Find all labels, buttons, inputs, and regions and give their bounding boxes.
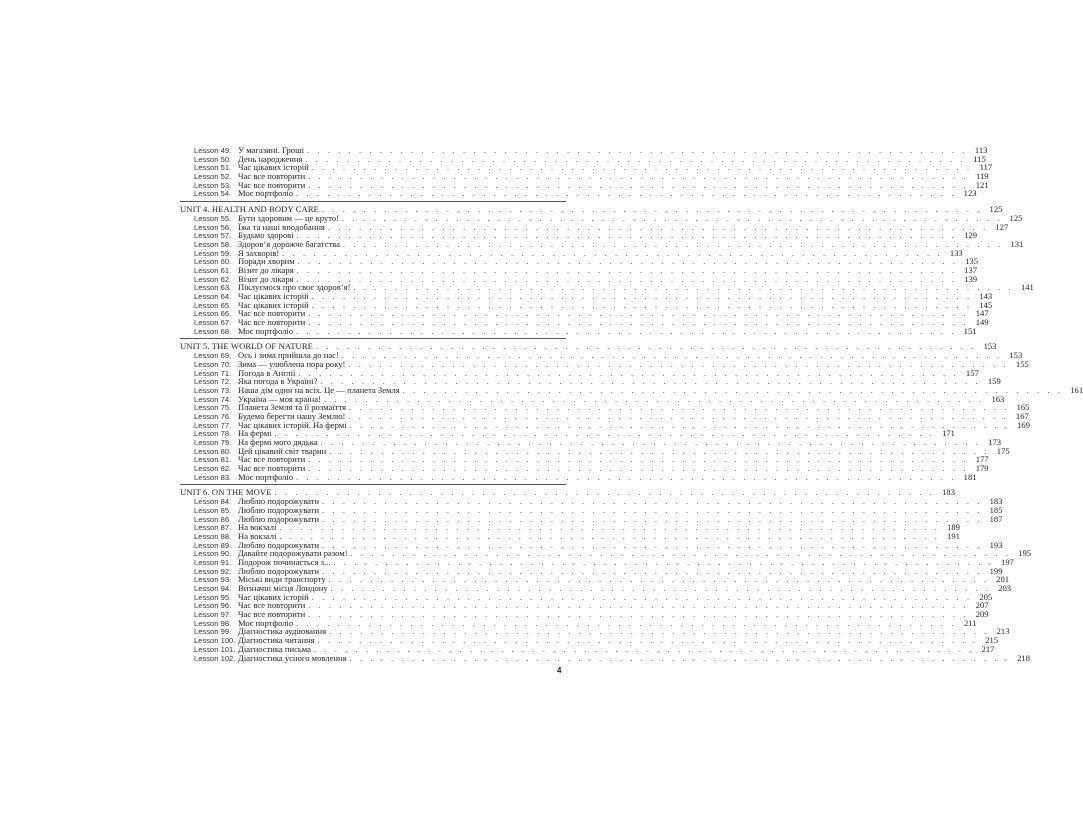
dot-leader: . . . . . . . . . . . . . . . . . . . . . . . . . . . . . . . . . . . . . . . . . . . . . . . . . . . . . . . . . . . . . . . . (308, 309, 969, 319)
dot-leader: . . . . . . . . . . . . . . . . . . . . . . . . . . . . . . . . . . . . . . . . . . . . . . . . . . . . . . . . . . . . . . . . (322, 505, 983, 515)
lesson-title: Люблю подорожувати (238, 496, 320, 507)
dot-leader: . . . . . . . . . . . . . . . . . . . . . . . . . . . . . . . . . . . . . . . . . . . . . . . . . . . . . . . . . . . . . . . . (349, 403, 1010, 413)
lesson-title: Діагностика аудіювання (238, 626, 327, 637)
lesson-number: Lesson 79. (194, 438, 232, 447)
dot-leader: . . . . . . . . . . . . . . . . . . . . . . . . . . . . . . . . . . . . . . . . . . . . . . . . . . . . . . . . . . . . . . . . (330, 584, 992, 593)
lesson-title: Подорож починається з... (238, 556, 331, 567)
page-ref: 167 (1015, 410, 1029, 421)
dot-leader: . . . . . . . . . . . . . . . . . . . . . . . . . . . . . . . . . . . . . . . . . . . . . . . . . . . . . . . . . . . . . . . . (322, 566, 983, 576)
page-ref: 199 (989, 565, 1003, 576)
lesson-title: Час цікавих історій (238, 291, 309, 301)
lesson-title: Час цікавих історій (238, 299, 309, 310)
page-ref: 131 (1010, 238, 1024, 249)
lesson-number: Lesson 94. (194, 584, 232, 593)
lesson-title: На вокзалі (238, 522, 277, 533)
lesson-number: Lesson 50. (194, 154, 232, 164)
toc-section (180, 145, 993, 199)
dot-leader: . . . . . . . . . . . . . . . . . . . . . . . . . . . . . . . . . . . . . . . . . . . . . . . . . . . . . . . . . . . . . . . . (298, 368, 959, 378)
lesson-number: Lesson 73. (194, 385, 232, 395)
page-ref: 157 (965, 367, 979, 378)
lesson-number: Lesson 77. (194, 420, 232, 430)
dot-leader: . . . . . . . . . . . . . . . . . . . . . . . . . . . . . . . . . . . . . . . . . . . . . . . . . . . . . . . . . . . . . . . . (296, 265, 958, 275)
lesson-number: Lesson 70. (194, 359, 232, 369)
lesson-number: Lesson 57. (194, 231, 232, 241)
page-ref: 147 (975, 308, 989, 319)
toc-section (180, 201, 1034, 336)
lesson-title: Україна — моя країна! (238, 393, 321, 404)
page-ref: 195 (1018, 548, 1032, 559)
page-ref: 143 (979, 291, 993, 301)
lesson-title: Люблю подорожувати (238, 513, 320, 524)
lesson-title: Час все повторити (238, 171, 306, 182)
dot-leader: . . . . . . . . . . . . . . . . . . . . . . . . . . . . . . . . . . . . . . . . . . . . . . . . . . . . . . . . . . . . . . . . (308, 464, 969, 474)
lesson-number: Lesson 60. (194, 257, 232, 267)
lesson-number: Lesson 56. (194, 222, 232, 232)
lesson-title: Час цікавих історій (238, 162, 309, 173)
page-ref: 135 (965, 256, 979, 267)
page-ref: 115 (973, 153, 986, 164)
dot-leader: . . . . . . . . . . . . . . . . . . . . . . . . . . . . . . . . . . . . . . . . . . . . . . . . . . . . . . . . . . . . . . . . (274, 488, 935, 498)
dot-leader: . . . . . . . . . . . . . . . . . . . . . . . . . . . . . . . . . . . . . . . . . . . . . . . . . . . . . . . . . . . . . . . . (311, 292, 973, 301)
lesson-number: Lesson 98. (194, 618, 232, 628)
lesson-title: Будемо берегти нашу Землю! (238, 410, 346, 421)
lesson-title: Моє портфоліо (238, 188, 294, 199)
page-ref: 205 (979, 591, 993, 602)
dot-leader: . . . . . . . . . . . . . . . . . . . . . . . . . . . . . . . . . . . . . . . . . . . . . . . . . . . . . . . . . . . . . . . . (328, 575, 990, 585)
lesson-row (180, 188, 977, 199)
dot-leader: . . . . . . . . . . . . . . . . . . . . . . . . . . . . . . . . . . . . . . . . . . . . . . . . . . . . . . . . . . . . . . . . (341, 351, 1003, 361)
page-ref: 137 (964, 264, 978, 275)
dot-leader: . . . . . . . . . . . . . . . . . . . . . . . . . . . . . . . . . . . . . . . . . . . . . . . . . . . . . . . . . . . . . . . . (327, 222, 989, 232)
dot-leader: . . . . . . . . . . . . . . . . . . . . . . . . . . . . . . . . . . . . . . . . . . . . . . . . . . . . . . . . . . . . . . . . (308, 455, 969, 465)
dot-leader: . . . . . . . . . . . . . . . . . . . . . . . . . . . . . . . . . . . . . . . . . . . . . . . . . . . . . . . . . . . . . . . . (311, 300, 973, 310)
page-ref: 113 (974, 145, 988, 155)
page-ref: 193 (989, 539, 1003, 550)
dot-leader: . . . . . . . . . . . . . . . . . . . . . . . . . . . . . . . . . . . . . . . . . . . . . . . . . . . . . . . . . . . . . . . . (279, 523, 940, 533)
dot-leader: . . . . . . . . . . . . . . . . . . . . . . . . . . . . . . . . . . . . . . . . . . . . . . . . . . . . . . . . . . . . . . . . (322, 497, 983, 507)
lesson-title: Люблю подорожувати (238, 504, 320, 515)
dot-leader: . . . . . . . . . . . . . . . . . . . . . . . . . . . . . . . . . . . . . . . . . . . . . . . . . . . . . . . . . . . . . . . . (329, 627, 990, 637)
dot-leader: . . . . . . . . . . . . . . . . . . . . . . . . . . . . . . . . . . . . . . . . . . . . . . . . . . . . . . . . . . . . . . . . (333, 557, 994, 567)
lesson-number: Lesson 81. (194, 455, 232, 465)
lesson-number: Lesson 75. (194, 403, 232, 413)
lesson-number: Lesson 80. (194, 446, 232, 456)
toc-section (180, 484, 1032, 663)
dot-leader: . . . . . . . . . . . . . . . . . . . . . . . . . . . . . . . . . . . . . . . . . . . . . . . . . . . . . . . . . . . . . . . . (308, 318, 969, 328)
dot-leader: . . . . . . . . . . . . . . . . . . . . . . . . . . . . . . . . . . . . . . . . . . . . . . . . . . . . . . . . . . . . . . . . (307, 146, 968, 155)
lesson-number: Lesson 95. (194, 592, 232, 602)
lesson-title: Візит до лікаря (238, 273, 294, 284)
lesson-number: Lesson 90. (194, 549, 232, 559)
lesson-number: Lesson 71. (194, 368, 232, 378)
page-ref: 125 (1009, 212, 1023, 223)
dot-leader: . . . . . . . . . . . . . . . . . . . . . . . . . . . . . . . . . . . . . . . . . . . . . . . . . . . . . . . . . . . . . . . . (279, 531, 940, 541)
lesson-title: Будьмо здорові (238, 230, 294, 241)
page-ref: 129 (964, 230, 978, 241)
lesson-number: Lesson 84. (194, 497, 232, 507)
page-ref: 159 (987, 376, 1001, 387)
lesson-number: Lesson 62. (194, 274, 232, 284)
dot-leader: . . . . . . . . . . . . . . . . . . . . . . . . . . . . . . . . . . . . . . . . . . . . . . . . . . . . . . . . . . . . . . . . (314, 644, 975, 654)
dot-leader: . . . . . . . . . . . . . . . . . . . . . . . . . . . . . . . . . . . . . . . . . . . . . . . . . . . . . . . . . . . . . . . . (297, 257, 959, 267)
table-of-contents (180, 145, 1083, 663)
page-ref: 213 (996, 626, 1010, 637)
lesson-number: Lesson 83. (194, 472, 232, 482)
dot-leader: . . . . . . . . . . . . . . . . . . . . . . . . . . . . . . . . . . . . . . . . . . . . . . . . . . . . . . . . . . . . . . . . (308, 601, 969, 611)
page-ref: 215 (985, 635, 999, 646)
lesson-number: Lesson 88. (194, 531, 232, 541)
lesson-number: Lesson 69. (194, 351, 232, 361)
lesson-title: На фермі мого дядька (238, 437, 318, 447)
dot-leader: . . . . . . . . . . . . . . . . . . . . . . . . . . . . . . . . . . . . . . . . . . . . . . . . . . . . . . . . . . . . . . . . (308, 180, 969, 190)
lesson-title: Планета Земля та її розмаїття (238, 402, 347, 413)
dot-leader: . . . . . . . . . . . . . . . . . . . . . . . . . . . . . . . . . . . . . . . . . . . . . . . . . . . . . . . . . . . . . . . . (296, 189, 957, 199)
lesson-title: Діагностика читання (238, 635, 315, 646)
page-ref: 155 (1015, 358, 1029, 369)
lesson-title: Час все повторити (238, 179, 306, 190)
page-ref: 123 (963, 188, 977, 199)
lesson-number: Lesson 74. (194, 394, 232, 404)
toc-section (180, 338, 1083, 482)
lesson-title: Час все повторити (238, 308, 306, 319)
page-ref: 171 (942, 428, 955, 439)
page-ref: 201 (996, 574, 1010, 585)
lesson-title: День народження (238, 153, 303, 164)
lesson-number: Lesson 64. (194, 292, 232, 301)
lesson-number: Lesson 72. (194, 377, 232, 387)
lesson-title: Давайте подорожувати разом! (238, 548, 348, 559)
page-ref: 139 (964, 273, 978, 284)
lesson-title: Візит до лікаря (238, 264, 294, 275)
lesson-title: Бути здоровим — це круто! (238, 212, 340, 223)
lesson-number: Lesson 102. (194, 653, 236, 663)
dot-leader: . . . . . . . . . . . . . . . . . . . . . . . . . . . . . . . . . . . . . . . . . . . . . . . . . . . . . . . . . . . . . . . . (296, 326, 957, 336)
lesson-title: Їжа та наші вподобання (238, 221, 325, 232)
lesson-number: Lesson 55. (194, 213, 232, 223)
dot-leader: . . . . . . . . . . . . . . . . . . . . . . . . . . . . . . . . . . . . . . . . . . . . . . . . . . . . . . . . . . . . . . . . (308, 172, 969, 182)
lesson-title: Ось і зима прийшла до нас! (238, 350, 339, 361)
page-ref: 161 (1070, 384, 1083, 395)
page-ref: 183 (942, 487, 955, 498)
lesson-title: Люблю подорожувати (238, 539, 320, 550)
lesson-title: Час все повторити (238, 463, 306, 474)
lesson-number: Lesson 63. (194, 283, 232, 293)
lesson-number: Lesson 85. (194, 505, 232, 515)
lesson-title: Моє портфоліо (238, 325, 294, 336)
lesson-title: Поради хворим (238, 256, 295, 267)
lesson-number: Lesson 91. (194, 557, 232, 567)
dot-leader: . . . . . . . . . . . . . . . . . . . . . . . . . . . . . . . . . . . . . . . . . . . . . . . . . . . . . . . . . . . . . . . . (296, 274, 958, 284)
lesson-number: Lesson 96. (194, 601, 232, 611)
lesson-title: Час все повторити (238, 609, 306, 620)
lesson-title: Я захворів! (238, 247, 280, 258)
lesson-number: Lesson 67. (194, 318, 232, 328)
lesson-title: Міські види транспорту (238, 574, 326, 585)
page-ref: 127 (995, 221, 1009, 232)
page-ref: 211 (963, 617, 977, 628)
page-ref: 141 (1020, 282, 1034, 293)
lesson-title: На фермі (238, 428, 272, 439)
page-ref: 209 (975, 609, 989, 620)
page-ref: 183 (989, 496, 1003, 507)
lesson-title: Люблю подорожувати (238, 565, 320, 576)
lesson-number: Lesson 58. (194, 239, 232, 249)
page-ref: 133 (949, 247, 963, 258)
page-ref: 125 (989, 204, 1003, 215)
page-ref: 175 (996, 445, 1010, 456)
dot-leader: . . . . . . . . . . . . . . . . . . . . . . . . . . . . . . . . . . . . . . . . . . . . . . . . . . . . . . . . . . . . . . . . (282, 248, 943, 258)
lesson-title: Моє портфоліо (238, 617, 294, 628)
lesson-number: Lesson 51. (194, 163, 232, 173)
lesson-number: Lesson 86. (194, 514, 232, 524)
dot-leader: . . . . . . . . . . . . . . . . . . . . . . . . . . . . . . . . . . . . . . . . . . . . . . . . . . . . . . . . . . . . . . . . (296, 618, 957, 628)
lesson-title: Діагностика письма (238, 643, 312, 654)
lesson-title: Час все повторити (238, 317, 306, 328)
lesson-number: Lesson 97. (194, 610, 232, 620)
page-ref: 153 (983, 341, 997, 352)
lesson-row (180, 325, 977, 336)
page-ref: 153 (1009, 350, 1023, 361)
lesson-number: Lesson 99. (194, 627, 232, 637)
lesson-title: Яка погода в Україні? (238, 376, 318, 387)
lesson-number: Lesson 87. (194, 523, 232, 533)
dot-leader: . . . . . . . . . . . . . . . . . . . . . . . . . . . . . . . . . . . . . . . . . . . . . . . . . . . . . . . . . . . . . . . . (402, 385, 1064, 395)
lesson-number: Lesson 101. (194, 644, 236, 654)
page-ref: 203 (998, 583, 1012, 593)
unit-title: UNIT 4. HEALTH AND BODY CARE (180, 204, 320, 215)
lesson-title: На вокзалі (238, 530, 277, 541)
page-ref: 149 (975, 317, 989, 328)
lesson-number: Lesson 49. (194, 146, 232, 155)
lesson-number: Lesson 53. (194, 180, 232, 190)
dot-leader: . . . . . . . . . . . . . . . . . . . . . . . . . . . . . . . . . . . . . . . . . . . . . . . . . . . . . . . . . . . . . . . . (349, 420, 1010, 430)
lesson-number: Lesson 92. (194, 566, 232, 576)
lesson-number: Lesson 93. (194, 575, 232, 585)
dot-leader: . . . . . . . . . . . . . . . . . . . . . . . . . . . . . . . . . . . . . . . . . . . . . . . . . . . . . . . . . . . . . . . . (311, 592, 973, 602)
lesson-title: Діагностика усного мовлення (238, 652, 347, 663)
lesson-row (180, 471, 977, 482)
dot-leader: . . . . . . . . . . . . . . . . . . . . . . . . . . . . . . . . . . . . . . . . . . . . . . . . . . . . . . . . . . . . . . . . (329, 446, 990, 456)
dot-leader: . . . . . . . . . . . . . . . . . . . . . . . . . . . . . . . . . . . . . . . . . . . . . . . . . . . . . . . . . . . . . . . . (316, 342, 977, 352)
dot-leader: . . . . . . . . . . . . . . . . . . . . . . . . . . . . . . . . . . . . . . . . . . . . . . . . . . . . . . . . . . . . . . . . (274, 429, 935, 439)
lesson-number: Lesson 68. (194, 326, 232, 336)
dot-leader: . . . . . . . . . . . . . . . . . . . . . . . . . . . . . . . . . . . . . . . . . . . . . . . . . . . . . . . . . . . . . . . . (342, 213, 1003, 223)
lesson-title: У магазині. Гроші (238, 145, 305, 155)
dot-leader: . . . . . . . . . . . . . . . . . . . . . . . . . . . . . . . . . . . . . . . . . . . . . . . . . . . . . . . . . . . . . . . . (350, 549, 1012, 559)
dot-leader: . . . . . . . . . . . . . . . . . . . . . . . . . . . . . . . . . . . . . . . . . . . . . . . . . . . . . . . . . . . . . . . . (311, 163, 973, 173)
lesson-title: Піклуємося про своє здоров’я! (238, 282, 351, 293)
lesson-title: Визначні місця Лондону (238, 583, 328, 593)
dot-leader: . . . . . . . . . . . . . . . . . . . . . . . . . . . . . . . . . . . . . . . . . . . . . . . . . . . . . . . . . . . . . . . . (353, 283, 1014, 293)
unit-title: UNIT 5. THE WORLD OF NATURE (180, 341, 314, 352)
page-ref: 163 (991, 393, 1005, 404)
page-ref: 189 (947, 522, 960, 533)
lesson-title: Наша дім один на всіх. Це — планета Земля (238, 384, 400, 395)
dot-leader: . . . . . . . . . . . . . . . . . . . . . . . . . . . . . . . . . . . . . . . . . . . . . . . . . . . . . . . . . . . . . . . . (305, 154, 966, 164)
page-ref: 117 (979, 162, 993, 173)
lesson-number: Lesson 100. (194, 636, 236, 646)
lesson-number: Lesson 76. (194, 411, 232, 421)
dot-leader: . . . . . . . . . . . . . . . . . . . . . . . . . . . . . . . . . . . . . . . . . . . . . . . . . . . . . . . . . . . . . . . . (317, 636, 979, 646)
dot-leader: . . . . . . . . . . . . . . . . . . . . . . . . . . . . . . . . . . . . . . . . . . . . . . . . . . . . . . . . . . . . . . . . (349, 653, 1010, 663)
page-ref: 177 (975, 454, 989, 465)
page-ref: 191 (947, 530, 960, 541)
lesson-title: Моє портфоліо (238, 471, 294, 482)
lesson-row (180, 652, 1030, 663)
lesson-title: Погода в Англії (238, 367, 296, 378)
page-ref: 181 (963, 471, 977, 482)
page-ref: 218 (1017, 652, 1030, 663)
dot-leader: . . . . . . . . . . . . . . . . . . . . . . . . . . . . . . . . . . . . . . . . . . . . . . . . . . . . . . . . . . . . . . . . (296, 231, 958, 241)
page-ref: 173 (988, 437, 1002, 447)
dot-leader: . . . . . . . . . . . . . . . . . . . . . . . . . . . . . . . . . . . . . . . . . . . . . . . . . . . . . . . . . . . . . . . . (296, 472, 957, 482)
lesson-number: Lesson 78. (194, 429, 232, 439)
lesson-title: Здоров’я дорожче багатства (238, 238, 340, 249)
page-ref: 185 (989, 504, 1003, 515)
page-ref: 145 (979, 299, 993, 310)
page-ref: 151 (963, 325, 977, 336)
page-ref: 179 (975, 463, 989, 474)
page-ref: 169 (1017, 419, 1030, 430)
lesson-number: Lesson 54. (194, 189, 232, 199)
lesson-number: Lesson 61. (194, 265, 232, 275)
lesson-title: Зима — улюблена пора року! (238, 358, 346, 369)
lesson-number: Lesson 65. (194, 300, 232, 310)
page-ref: 217 (981, 643, 995, 654)
page-number: 4 (557, 666, 562, 675)
dot-leader: . . . . . . . . . . . . . . . . . . . . . . . . . . . . . . . . . . . . . . . . . . . . . . . . . . . . . . . . . . . . . . . . (322, 540, 983, 550)
lesson-title: Час все повторити (238, 454, 306, 465)
page-ref: 187 (989, 513, 1003, 524)
dot-leader: . . . . . . . . . . . . . . . . . . . . . . . . . . . . . . . . . . . . . . . . . . . . . . . . . . . . . . . . . . . . . . . . (348, 411, 1009, 421)
dot-leader: . . . . . . . . . . . . . . . . . . . . . . . . . . . . . . . . . . . . . . . . . . . . . . . . . . . . . . . . . . . . . . . . (342, 239, 1004, 249)
page-ref: 119 (976, 171, 989, 182)
page-ref: 197 (1001, 556, 1014, 567)
page-ref: 165 (1016, 402, 1030, 413)
lesson-title: Час цікавих історій (238, 591, 309, 602)
dot-leader: . . . . . . . . . . . . . . . . . . . . . . . . . . . . . . . . . . . . . . . . . . . . . . . . . . . . . . . . . . . . . . . . (348, 359, 1009, 369)
lesson-title: Час все повторити (238, 600, 306, 611)
dot-leader: . . . . . . . . . . . . . . . . . . . . . . . . . . . . . . . . . . . . . . . . . . . . . . . . . . . . . . . . . . . . . . . . (320, 438, 982, 447)
lesson-title: Цей цікавий світ тварин (238, 445, 327, 456)
lesson-title: Час цікавих історій. На фермі (238, 419, 347, 430)
page-ref: 121 (975, 179, 989, 190)
lesson-number: Lesson 82. (194, 464, 232, 474)
lesson-number: Lesson 52. (194, 172, 232, 182)
lesson-number: Lesson 59. (194, 248, 232, 258)
dot-leader: . . . . . . . . . . . . . . . . . . . . . . . . . . . . . . . . . . . . . . . . . . . . . . . . . . . . . . . . . . . . . . . . (322, 205, 983, 215)
dot-leader: . . . . . . . . . . . . . . . . . . . . . . . . . . . . . . . . . . . . . . . . . . . . . . . . . . . . . . . . . . . . . . . . (322, 514, 983, 524)
lesson-number: Lesson 89. (194, 540, 232, 550)
lesson-number: Lesson 66. (194, 309, 232, 319)
unit-title: UNIT 6. ON THE MOVE (180, 487, 272, 498)
dot-leader: . . . . . . . . . . . . . . . . . . . . . . . . . . . . . . . . . . . . . . . . . . . . . . . . . . . . . . . . . . . . . . . . (308, 610, 969, 620)
dot-leader: . . . . . . . . . . . . . . . . . . . . . . . . . . . . . . . . . . . . . . . . . . . . . . . . . . . . . . . . . . . . . . . . (323, 394, 985, 404)
dot-leader: . . . . . . . . . . . . . . . . . . . . . . . . . . . . . . . . . . . . . . . . . . . . . . . . . . . . . . . . . . . . . . . . (320, 377, 981, 387)
page-ref: 207 (975, 600, 989, 611)
